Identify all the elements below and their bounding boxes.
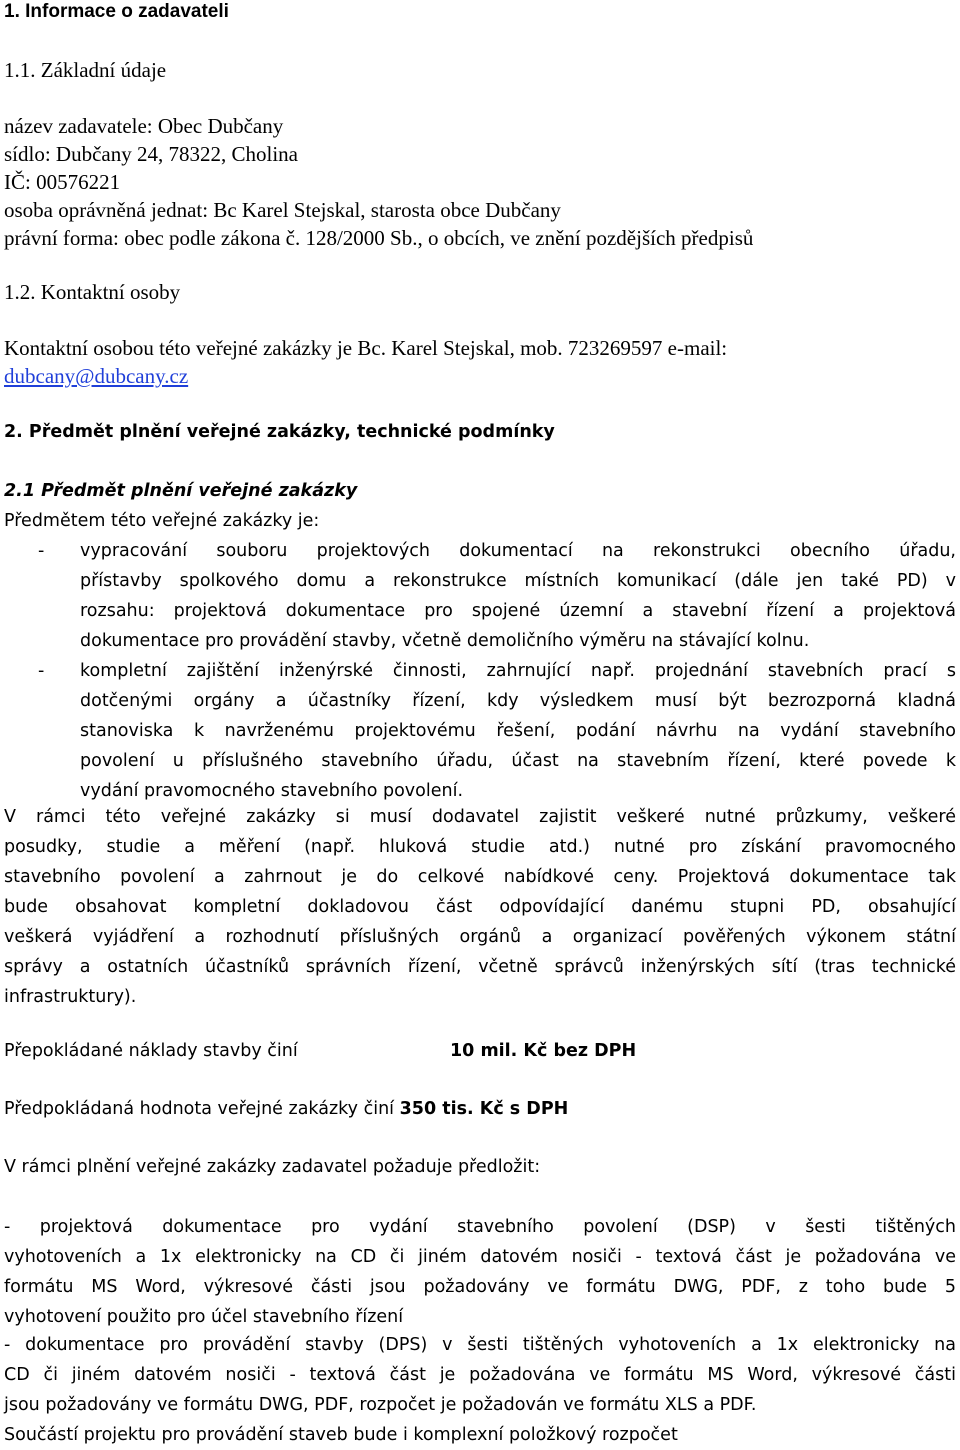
requirement-line: - projektová dokumentace pro vydání stavebního povolení (DSP) v šesti tištěných xyxy=(4,1217,956,1237)
costs-label: Přepokládané náklady stavby činí xyxy=(4,1041,298,1061)
contact-email-link[interactable]: dubcany@dubcany.cz xyxy=(4,364,189,388)
contact-line: Kontaktní osobou této veřejné zakázky je Bc. Karel Stejskal, mob. 723269597 e-mail: xyxy=(4,336,728,360)
bullet-line: přístavby spolkového domu a rekonstrukce místních komunikací (dále jen také PD) v xyxy=(80,571,956,591)
basic-info-line: název zadavatele: Obec Dubčany xyxy=(4,114,284,138)
section-2-heading: 2. Předmět plnění veřejné zakázky, technické podmínky xyxy=(4,422,555,442)
bullet-line: dotčenými orgány a účastníky řízení, kdy výsledkem musí být bezrozporná kladná xyxy=(80,691,956,711)
subsection-2-1-heading: 2.1 Předmět plnění veřejné zakázky xyxy=(4,481,358,501)
subsection-1-1-heading xyxy=(4,56,166,84)
bullet-line: vydání pravomocného stavebního povolení. xyxy=(80,781,464,801)
bullet-line: rozsahu: projektová dokumentace pro spojené územní a stavební řízení a projektová xyxy=(80,601,956,621)
paragraph-line: veškerá vyjádření a rozhodnutí příslušných orgánů a organizací pověřených výkonem státní xyxy=(4,927,956,947)
costs-value: 10 mil. Kč bez DPH xyxy=(450,1041,637,1061)
contract-value-amount: 350 tis. Kč s DPH xyxy=(399,1099,569,1119)
requirement-line: vyhotovení použito pro účel stavebního řízení xyxy=(4,1307,404,1327)
bullet-dash: - xyxy=(38,661,45,681)
paragraph-line: bude obsahovat kompletní dokladovou část odpovídající danému stupni PD, obsahující xyxy=(4,897,956,917)
requirement-line: - dokumentace pro provádění stavby (DPS) v šesti tištěných vyhotoveních a 1x elektronicky na xyxy=(4,1335,956,1355)
bullet-item xyxy=(0,536,960,656)
requirement-line: formátu MS Word, výkresové části jsou požadovány ve formátu DWG, PDF, z toho bude 5 xyxy=(4,1277,956,1297)
requirements-intro: V rámci plnění veřejné zakázky zadavatel požaduje předložit: xyxy=(4,1157,541,1177)
requirement-dsp xyxy=(4,1212,956,1332)
contract-value-label: Předpokládaná hodnota veřejné zakázky činí xyxy=(4,1099,395,1119)
basic-info-line: sídlo: Dubčany 24, 78322, Cholina xyxy=(4,142,298,166)
paragraph-line: infrastruktury). xyxy=(4,987,137,1007)
intro-line: Předmětem této veřejné zakázky je: xyxy=(4,511,320,531)
bullet-item xyxy=(0,656,960,806)
requirement-line: Součástí projektu pro provádění staveb bude i komplexní položkový rozpočet xyxy=(4,1425,678,1445)
basic-info-line: IČ: 00576221 xyxy=(4,170,121,194)
requirement-line: jsou požadovány ve formátu DWG, PDF, rozpočet je požadován ve formátu XLS a PDF. xyxy=(4,1395,757,1415)
contract-value-line xyxy=(4,1094,568,1124)
section-1-heading: 1. Informace o zadavateli xyxy=(4,1,229,22)
bullet-line: kompletní zajištění inženýrské činnosti, zahrnující např. projednání stavebních prací s xyxy=(80,661,956,681)
bullet-dash: - xyxy=(38,541,45,561)
paragraph-line: V rámci této veřejné zakázky si musí dodavatel zajistit veškeré nutné průzkumy, veškeré xyxy=(4,807,956,827)
requirement-line: CD či jiném datovém nosiči - textová část je požadována ve formátu MS Word, výkresové části xyxy=(4,1365,956,1385)
requirement-line: vyhotoveních a 1x elektronicky na CD či jiném datovém nosiči - textová část je požadována ve xyxy=(4,1247,956,1267)
requirement-dps xyxy=(4,1330,956,1450)
basic-info-line: osoba oprávněná jednat: Bc Karel Stejskal, starosta obce Dubčany xyxy=(4,198,561,222)
subsection-1-2-heading: 1.2. Kontaktní osoby xyxy=(4,280,181,304)
bullet-line: dokumentace pro provádění stavby, včetně demoličního výměru na stávající kolnu. xyxy=(80,631,810,651)
basic-info-line: právní forma: obec podle zákona č. 128/2000 Sb., o obcích, ve znění pozdějších předpisů xyxy=(4,226,754,250)
bullet-line: povolení u příslušného stavebního úřadu, účast na stavebním řízení, které povede k xyxy=(80,751,956,771)
paragraph-line: správy a ostatních účastníků správních řízení, včetně správců inženýrských sítí (tras technické xyxy=(4,957,956,977)
paragraph-line: posudky, studie a měření (např. hluková studie atd.) nutné pro získání pravomocného xyxy=(4,837,956,857)
bullet-line: vypracování souboru projektových dokumentací na rekonstrukci obecního úřadu, xyxy=(80,541,956,561)
subsection-1-1-text: 1.1. Základní údaje xyxy=(4,58,167,82)
scope-paragraph xyxy=(4,802,956,1012)
bullet-line: stanoviska k navrženému projektovému řešení, podání návrhu na vydání stavebního xyxy=(80,721,956,741)
paragraph-line: stavebního povolení a zahrnout je do celkové nabídkové ceny. Projektová dokumentace tak xyxy=(4,867,956,887)
